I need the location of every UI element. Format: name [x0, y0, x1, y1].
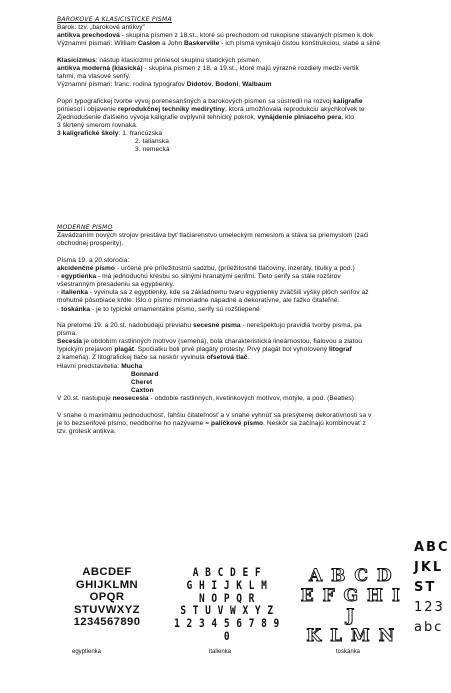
text-line: Zjednodušenie ďalšieho vývoja kaligrafie ovplyvnil tehnický pokrok, vynájdenie plniaceho pera, kto — [57, 113, 355, 121]
text-line: z kameňa). Z litografickej tlače sa neskôr vyvinula ofsetová tlač. — [57, 354, 250, 362]
text-line: 3 škrtený smerom rovnaká. — [57, 122, 138, 129]
text-line: V 20.st. nastupuje neosecesia - obdobie rastlinných, kvetinkových motívov, motýle, a pod. (Beatles) — [57, 395, 354, 403]
section-baroque-classicism — [57, 16, 451, 155]
specimen-line: A B C D — [308, 566, 394, 586]
text-line: antikva moderná (klasická) - skupina písmen z 18. a 19.st., ktoré majú výrazné rozdiely medzi vertik — [57, 64, 359, 72]
text-line: Secesia je obdobím rastlinných motívov (semená), bola charakteristická lineárnostou, fialovou a zlatou — [57, 338, 362, 346]
list-item: 3. nemecká — [135, 146, 170, 154]
text-line: Písma 19. a 20.storočia: — [57, 256, 130, 264]
specimen-line: G H I J K L M — [186, 577, 268, 592]
text-line: Významní písmari: franc. rodina typografov Didotov, Bodoni, Walbaum — [57, 81, 272, 89]
text-line: 3 kaligrafické školy: 1. francúzska — [57, 130, 163, 138]
section-modern — [57, 224, 451, 436]
list-item: Bonnard — [131, 370, 159, 378]
list-item: Cheret — [131, 378, 153, 386]
specimen-right-fragment — [414, 538, 451, 638]
specimen-line: 123 — [414, 600, 445, 615]
text-line: písma. — [57, 330, 78, 337]
specimen-italienka — [172, 566, 282, 643]
specimen-toskanka — [296, 566, 406, 646]
specimen-line: E F G H I J — [300, 586, 402, 626]
specimen-line: STUVWXYZ — [74, 603, 140, 616]
text-line: typickým prejavom plagát. Spočiatku boli prvé plagáty protesty. Prvý plagát bol vyhotovený litograf — [57, 346, 352, 354]
text-line: tzv. grotesk antikva. — [57, 427, 116, 435]
specimen-line: S T U V W X Y Z — [180, 603, 274, 618]
text-line: Významní písmari: William Caslon a John Baskerville - ich písma vynikajú čistou konštrukciou, slabé a silné — [57, 40, 381, 48]
text-line: · toskánka - je to typické ornamentálne písmo, serify sú rozštiepené — [57, 305, 260, 313]
text-line: Popri typografickej tvorbe vývoj porenesanšných a barokových písmen sa sústredil na rozvoj kaligrafie — [57, 97, 363, 105]
text-line: V snahe o maximálnu jednoduchosť, ľahšiu čitateľnosť a v snahe vyhnúť sa presýtenej dekoratívnosti sa v — [57, 411, 372, 419]
text-line: · italienka - vyvinula sa z egyptienky, kde sa základnemu tvaru egyptienky zväčšili výšky plôch serifov až — [57, 289, 369, 297]
text-line: obchodnej prosperity). — [57, 240, 124, 248]
list-item: Caxton — [131, 387, 154, 395]
specimen-line: ABCDEF — [82, 566, 132, 578]
specimen-line: 1 2 3 4 5 6 7 8 9 0 — [174, 616, 280, 643]
specimen-line: A B C D E F — [192, 565, 262, 579]
specimen-line: ST — [414, 580, 437, 595]
caption-italienka: italienka — [209, 649, 232, 655]
specimen-line: 1234567890 — [73, 616, 141, 629]
specimen-line: N O P Q R — [198, 590, 255, 605]
text-line: mohutné pôsobiace kŕdle. Išlo o písmo mimoriadne nápadné a dekoratívne, ale ťažko čitateľné. — [57, 297, 340, 305]
list-item: 2. talianska — [135, 138, 169, 146]
specimen-egyptienka — [57, 566, 157, 629]
specimen-line: OPQR — [89, 591, 125, 604]
specimen-line: abc — [414, 620, 444, 635]
text-line: Zavádzaním nových strojov prestáva byť tlačiarenstvo umeleckým remeslom a stáva sa priemyslom (zači — [57, 232, 369, 240]
caption-egyptienka: egyptienka — [72, 649, 102, 655]
specimen-line: GHIJKLMN — [75, 578, 139, 591]
section-title: BAROKOVÉ A KLASICISTICKÉ PÍSMA — [57, 16, 172, 23]
text-line: Klasicizmus: nástup klasicizmu priniesol skupinu statických písmen. — [57, 56, 262, 64]
section-title: MODERNÉ PÍSMO — [57, 224, 113, 231]
text-line: antikva prechodová - skupina písmen z 18.st., ktoré sú prechodom od rukopisne stavaných písmen k dok — [57, 32, 374, 40]
text-line: Na prelome 19. a 20.st. nadobúdajú previahu secesné písma - nerešpektujú pravidlá tvorby písma, pa — [57, 321, 362, 329]
specimen-line: ABC — [414, 540, 450, 555]
text-line: akcidenčné písmo - určené pre príležitostnú sadzbu, (príležitostné tlačoviny, inzeráty, titulky a pod.) — [57, 264, 355, 272]
text-line: všestranným presadeniu sa egyptienky. — [57, 281, 175, 289]
text-line: Barok: tzv. „barokové antikvy" — [57, 24, 146, 32]
text-line: tahmi, má vlasové serify. — [57, 73, 131, 81]
specimen-line: JKL — [414, 560, 444, 575]
text-line: je to bezserifové písmo, neodborne ho nazývame = paličkové písmo. Neskôr sa začínajú kombinovať z — [57, 419, 366, 427]
text-line: Hlavní predstavitelia: Mucha — [57, 362, 143, 370]
caption-toskanka: toskánka — [336, 649, 361, 655]
text-line: · egyptienka - má jednoduchú kresbu so silnými hranatými serifmi. Tieto serify sa stále rozširov — [57, 272, 341, 280]
text-line: priniesol i objavenie reprodukčnej techniky medirytiny, ktorá umožňovala reprodukciu akýchkoľvek te — [57, 105, 365, 113]
specimen-line: K L M N — [306, 626, 396, 646]
